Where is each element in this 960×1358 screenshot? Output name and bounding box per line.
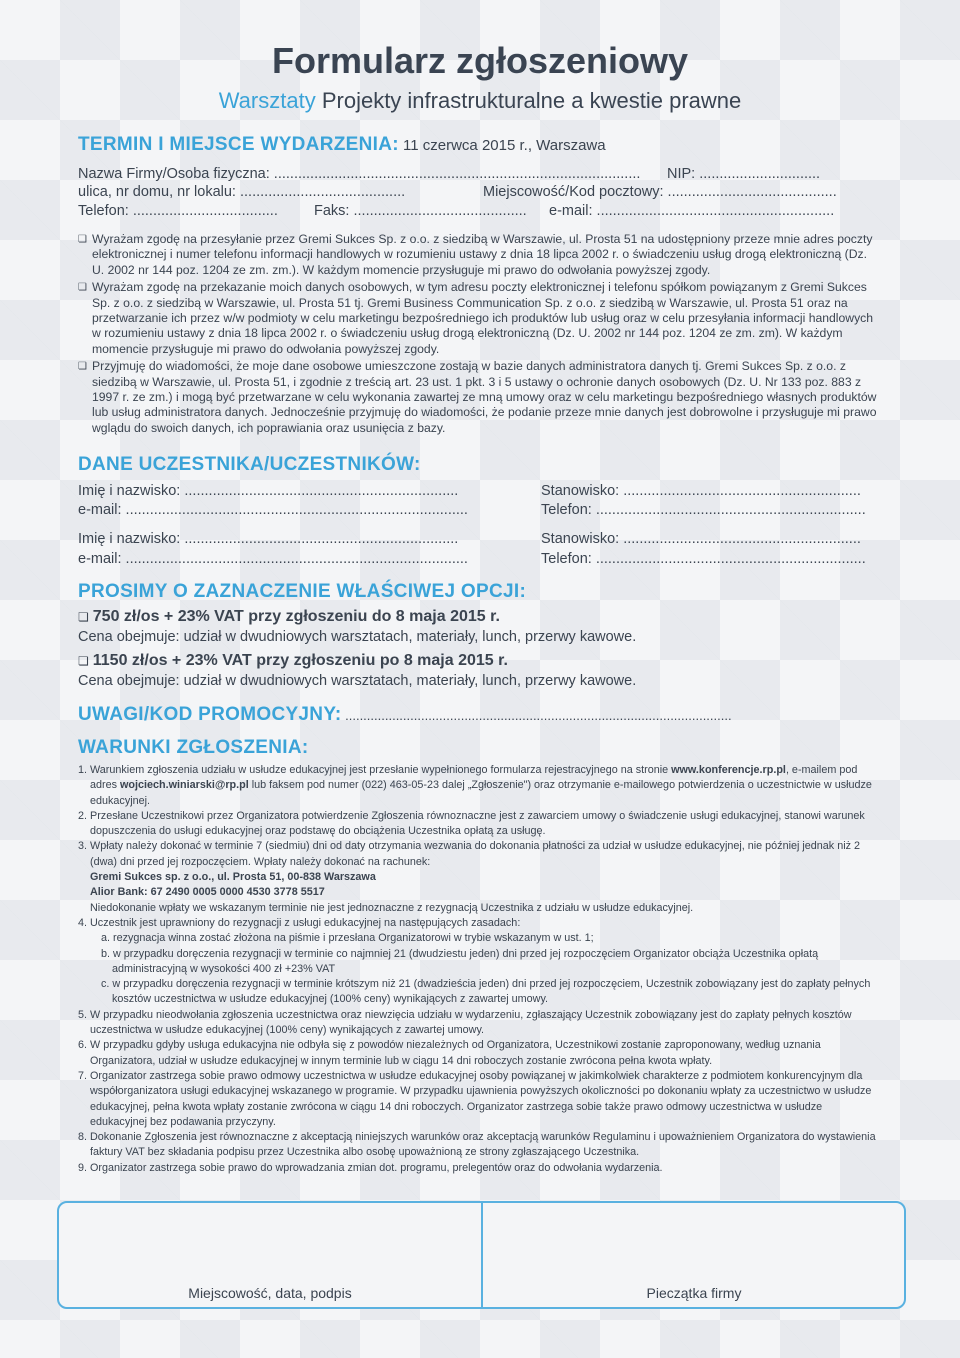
company-stamp[interactable]: Pieczątka firmy: [646, 1285, 742, 1301]
bank-account: Alior Bank: 67 2490 0005 0000 4530 3778 5517: [90, 886, 325, 899]
subtitle-accent: Warsztaty: [218, 88, 316, 113]
promo-dots: ...........................................................................................................: [341, 708, 732, 723]
participants-heading: DANE UCZESTNIKA/UCZESTNIKÓW:: [78, 454, 421, 475]
city-field[interactable]: Miejscowość/Kod pocztowy: ..........................................: [483, 184, 837, 200]
contact-email-link[interactable]: wojciech.winiarski@rp.pl: [120, 779, 249, 792]
event-heading: TERMIN I MIEJSCE WYDARZENIA:: [78, 134, 399, 155]
checkbox[interactable]: ❏: [78, 361, 87, 373]
term-item: 3. Wpłaty należy dokonać w terminie 7 (siedmiu) dni od daty otrzymania wezwania do dokonania płatności za udział w usłudze edukacyjnej, nie później jednak niż 2 (dwa) dni przed jej rozpoczęciem. Wpłaty należy dokonać na rachunek: Gremi Sukces sp. z o.o., ul. Prosta 51, 00-838 Warszawa Alior Bank: 67 2490 0005 0000 4530 3778 5517 Niedokonanie wpłaty we wskazanym terminie nie jest jednoznaczne z rezygnacją Uczestnika z udziału w usłudze edukacyjnej.: [78, 839, 878, 915]
consent-text: Wyrażam zgodę na przesyłanie przez Gremi Sukces Sp. z o.o. z siedzibą w Warszawie, ul. Prosta 51 na udostępniony przeze mnie adres poczty elektronicznej i numer telefonu informacji handlowych w rozumieniu ustawy z dnia 18 lipca 2002 r. o świadczeniu usług drogą elektroniczną (Dz. U. 2002 nr 144 poz. 1204 ze zm. zm.). W każdym momencie przysługuje mi prawo do odwołania powyższej zgody.: [92, 232, 873, 277]
consent-text: Wyrażam zgodę na przekazanie moich danych osobowych, w tym adresu poczty elektronicznej i telefonu spółkom powiązanym z Gremi Sukces Sp. z o.o. z siedzibą w Warszawie, ul. Prosta 51 tj. Gremi Business Communication Sp. z o.o. z siedzibą w Warszawie, ul. Prosta 51 oraz na przetwarzanie ich przez w/w podmioty w celu marketingu bezpośredniego ich produktów lub usług oraz w celu przesyłania informacji handlowych w rozumieniu ustawy z dnia 18 lipca 2002 r. o świadczeniu usług drogą elektroniczną (Dz. U. 2002 nr 144 poz. 1204 ze zm. zm). W każdym momencie przysługuje mi prawo do odwołania powyższej zgody.: [92, 280, 874, 356]
participant-position-field[interactable]: Stanowisko: ...........................................................: [541, 483, 861, 499]
participant-email-field[interactable]: e-mail: .....................................................................................: [78, 551, 468, 567]
checkbox[interactable]: ❏: [78, 654, 89, 668]
event-section: [78, 134, 606, 156]
page-title: Formularz zgłoszeniowy: [271, 40, 689, 81]
fax-field[interactable]: Faks: ...........................................: [314, 203, 527, 219]
consent-item: [78, 232, 878, 278]
term-item: 9. Organizator zastrzega sobie prawo do wprowadzania zmian dot. programu, prelegentów oraz do odwołania wydarzenia.: [78, 1161, 663, 1174]
option-description: Cena obejmuje: udział w dwudniowych warsztatach, materiały, lunch, przerwy kawowe.: [78, 629, 637, 645]
term-item: 4. Uczestnik jest uprawniony do rezygnacji z usługi edukacyjnej na następujących zasadach: a. rezygnacja winna zostać złożona na piśmie i przesłana Organizatorowi w trybie wskazanym w ust. 1; b. w przypadku doręczenia rezygnacji w terminie co najmniej 21 (dwudziestu jeden) dni przed jej rozpoczęciem Organizator obciąża Uczestnika opłatą administracyjną w wysokości 400 zł +23% VAT c. w przypadku doręczenia rezygnacji w terminie krótszym niż 21 (dwadzieścia jeden) dni przed jej rozpoczęciem, Uczestnik zobowiązany jest do zapłaty pełnych kosztów uczestnictwa w usłudze edukacyjnej (100% ceny) wynikających z zawartej umowy.: [78, 916, 878, 1008]
participant-phone-field[interactable]: Telefon: ...................................................................: [541, 551, 866, 567]
signature-box: [57, 1201, 906, 1309]
option-description: Cena obejmuje: udział w dwudniowych warsztatach, materiały, lunch, przerwy kawowe.: [78, 673, 637, 689]
checkbox[interactable]: ❏: [78, 282, 87, 294]
participant-email-field[interactable]: e-mail: .....................................................................................: [78, 502, 468, 518]
term-item: 5. W przypadku nieodwołania zgłoszenia uczestnictwa oraz niewzięcia udziału w wydarzeniu, zgłaszający Uczestnik zobowiązany jest do zapłaty pełnych kosztów uczestnictwa w usłudze edukacyjnej (100% ceny) wynikających z zawartej umowy.: [78, 1008, 852, 1037]
conference-link[interactable]: www.konferencje.rp.pl: [671, 764, 786, 776]
price-option-late[interactable]: [78, 652, 508, 670]
street-field[interactable]: ulica, nr domu, nr lokalu: .........................................: [78, 184, 406, 200]
term-item: 6. W przypadku gdyby usługa edukacyjna nie odbyła się z powodów niezależnych od Organizatora, Uczestnikowi zostanie zaproponowany, według uznania Organizatora, udział w usłudze edukacyjnej w innym terminie lub w ciągu 14 dni roboczych zostanie zwrócona pełna kwota wpłaty.: [78, 1039, 821, 1067]
term-subitem: c. w przypadku doręczenia rezygnacji w terminie krótszym niż 21 (dwadzieścia jeden) dni przed jej rozpoczęciem, Uczestnik zobowiązany jest do zapłaty pełnych kosztów uczestnictwa w usłudze edukacyjnej (100% ceny) wynikających z zawartej umowy.: [101, 978, 871, 1006]
nip-field[interactable]: NIP: ..............................: [667, 166, 821, 182]
participant-name-field[interactable]: Imię i nazwisko: ....................................................................: [78, 531, 459, 547]
term-item: 2. Przesłane Uczestnikowi przez Organizatora potwierdzenie Zgłoszenia równoznaczne jest z zawarciem umowy o świadczenie usługi edukacyjnej, stanowi warunek dopuszczenia do usługi edukacyjnej oraz podstawę do obciążenia Uczestnika opłatą za usługę.: [78, 809, 865, 838]
terms-list: [78, 763, 878, 1176]
term-item: 1. Warunkiem zgłoszenia udziału w usłudze edukacyjnej jest przesłanie wypełnionego formularza rejestracyjnego na stronie www.konferencje.rp.pl, e-mailem pod adres wojciech.winiarski@rp.pl lub faksem pod numer (022) 463-05-23 dalej „Zgłoszenie") oraz otrzymanie e-mailowego potwierdzenia o uczestnictwie w usłudze edukacyjnej.: [78, 764, 872, 807]
terms-heading: WARUNKI ZGŁOSZENIA:: [78, 737, 309, 758]
options-heading: PROSIMY O ZAZNACZENIE WŁAŚCIWEJ OPCJI:: [78, 581, 527, 602]
checkbox[interactable]: ❏: [78, 610, 89, 624]
participant-phone-field[interactable]: Telefon: ...................................................................: [541, 502, 866, 518]
checkbox[interactable]: ❏: [78, 234, 87, 245]
price-option-early[interactable]: [78, 608, 500, 626]
company-phone-field[interactable]: Telefon: ....................................: [78, 203, 278, 219]
participant-position-field[interactable]: Stanowisko: ...........................................................: [541, 531, 861, 547]
page-subtitle: [0, 88, 960, 114]
term-item: 8. Dokonanie Zgłoszenia jest równoznaczne z akceptacją niniejszych warunków oraz akceptacją warunków Regulaminu i upoważnieniem Organizatora do wystawienia faktury VAT bez składania podpisu przez Uczestnika albo osobę upoważnioną ze strony zgłaszającego Uczestnika.: [78, 1131, 876, 1159]
bank-address: Gremi Sukces sp. z o.o., ul. Prosta 51, 00-838 Warszawa: [90, 871, 376, 884]
company-email-field[interactable]: e-mail: ...........................................................: [549, 203, 835, 219]
option-label: 750 zł/os + 23% VAT przy zgłoszeniu do 8 maja 2015 r.: [92, 608, 500, 625]
promo-heading: UWAGI/KOD PROMOCYJNY:: [78, 704, 342, 725]
promo-field[interactable]: [78, 704, 732, 726]
option-label: 1150 zł/os + 23% VAT przy zgłoszeniu po 8 maja 2015 r.: [92, 652, 508, 669]
participant-name-field[interactable]: Imię i nazwisko: ....................................................................: [78, 483, 459, 499]
event-value: 11 czerwca 2015 r., Warszawa: [398, 137, 606, 154]
subtitle-rest: Projekty infrastrukturalne a kwestie prawne: [315, 88, 742, 113]
consent-item: [78, 280, 878, 357]
consent-text: Przyjmuję do wiadomości, że moje dane osobowe umieszczone zostają w bazie danych administratora danych tj. Gremi Sukces Sp. z o.o. z siedzibą w Warszawie, ul. Prosta 51, i zgodnie z treścią art. 23 ust. 1 pkt. 3 i 5 ustawy o ochronie danych osobowych (Dz. U. Nr 133 poz. 883 z 1997 r. ze zm.) i mogą być przetwarzane w celu wykonania zawartej ze mną umowy oraz w celu marketingu bezpośredniego własnych produktów lub usług administratora danych. Jednocześnie przyjmuję do wiadomości, że podanie przeze mnie danych jest dobrowolne i przysługuje mi prawo wglądu do swoich danych, ich poprawiania oraz usunięcia z bazy.: [92, 359, 877, 435]
term-subitem: b. w przypadku doręczenia rezygnacji w terminie co najmniej 21 (dwudziestu jeden) dni przed jej rozpoczęciem Organizator obciąża Uczestnika opłatą administracyjną w wysokości 400 zł +23% VAT: [101, 947, 819, 975]
consents-list: [78, 232, 878, 438]
signature-place-date[interactable]: Miejscowość, data, podpis: [188, 1285, 352, 1301]
term-item: 7. Organizator zastrzega sobie prawo odmowy uczestnictwa w usłudze edukacyjnej osoby powiązanej w jakimkolwiek charakterze z podmiotem konkurencyjnym dla współorganizatora usługi edukacyjnej wskazanego w programie. W przypadku ujawnienia powyższych okoliczności po dokonaniu wpłaty za uczestnictwo w usłudze edukacyjnej, pełna kwota wpłaty zostanie zwrócona w ciągu 14 dni roboczych. Organizator zastrzega sobie także prawo odmowy uczestnictwa w usłudze edukacyjnej bez podawania przyczyny.: [78, 1069, 872, 1128]
company-name-field[interactable]: Nazwa Firmy/Osoba fizyczna: ...........................................................................................: [78, 166, 641, 182]
consent-item: [78, 359, 878, 436]
term-subitem: a. rezygnacja winna zostać złożona na piśmie i przesłana Organizatorowi w trybie wskazanym w ust. 1;: [101, 932, 594, 945]
